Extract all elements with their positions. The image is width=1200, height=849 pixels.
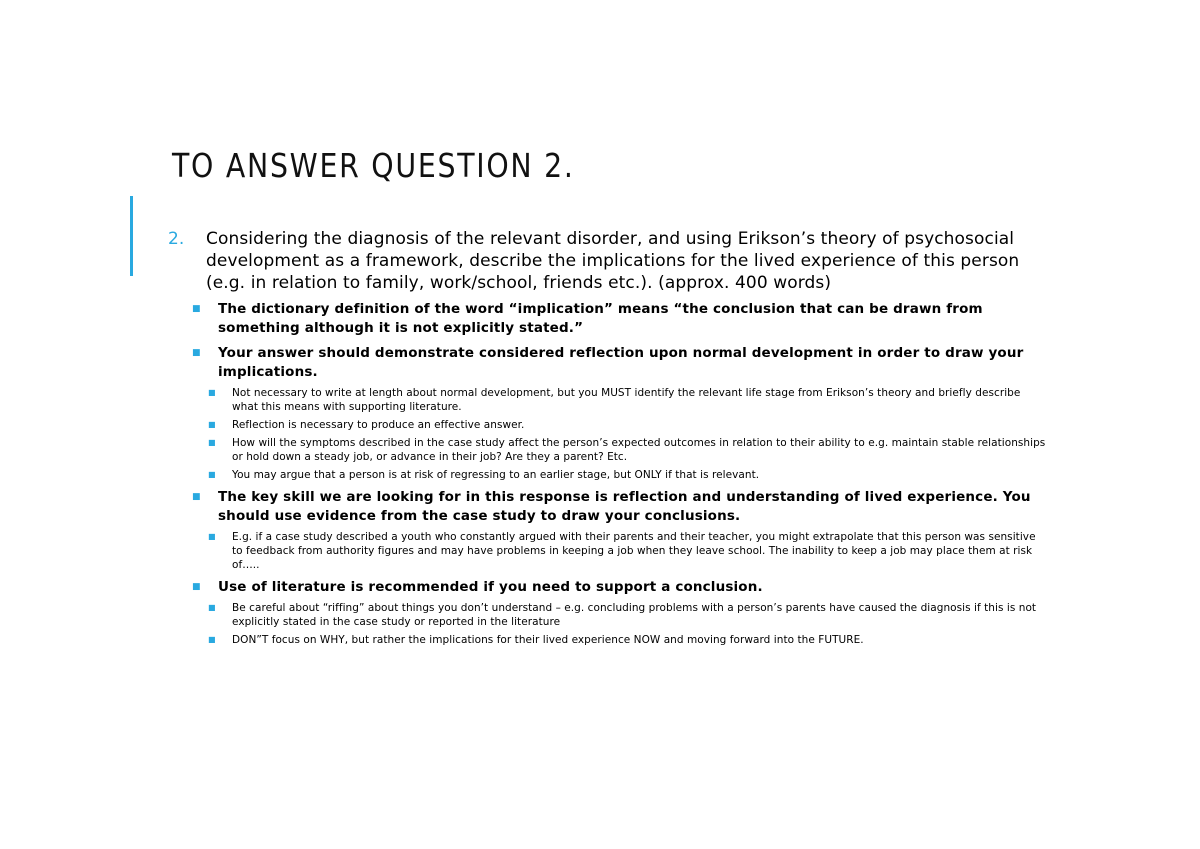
- square-bullet-icon: ■: [208, 603, 216, 612]
- square-bullet-icon: ■: [192, 582, 201, 592]
- sub-bullet-text: DON”T focus on WHY, but rather the implications for their lived experience NOW and moving forward into the FUTURE.: [232, 634, 864, 646]
- bullet-point: [192, 488, 1048, 526]
- bullet-point: [192, 578, 1048, 597]
- sub-bullet-text: Be careful about “riffing” about things you don’t understand – e.g. concluding problems with a person’s parents have caused the diagnosis if this is not explicitly stated in the case study or reported in the literature: [232, 602, 1037, 628]
- square-bullet-icon: ■: [192, 348, 201, 358]
- slide-title: TO ANSWER QUESTION 2.: [172, 146, 575, 185]
- square-bullet-icon: ■: [192, 304, 201, 314]
- slide-content: [168, 228, 1048, 647]
- square-bullet-icon: ■: [208, 470, 216, 479]
- bullet-text: The key skill we are looking for in this response is reflection and understanding of lived experience. You should use evidence from the case study to draw your conclusions.: [218, 489, 1031, 524]
- bullet-point: [192, 344, 1048, 382]
- bullet-text: Use of literature is recommended if you need to support a conclusion.: [218, 579, 763, 595]
- sub-bullet-point: [208, 418, 1048, 432]
- sub-bullet-point: [208, 386, 1048, 414]
- bullet-text: Your answer should demonstrate considered reflection upon normal development in order to draw your implications.: [218, 345, 1024, 380]
- sub-bullet-text: Not necessary to write at length about normal development, but you MUST identify the relevant life stage from Erikson’s theory and briefly describe what this means with supporting literature.: [232, 387, 1021, 413]
- square-bullet-icon: ■: [208, 438, 216, 447]
- accent-bar: [130, 196, 133, 276]
- sub-bullet-point: [208, 601, 1048, 629]
- question-number: 2.: [168, 229, 185, 249]
- sub-bullet-point: [208, 633, 1048, 647]
- square-bullet-icon: ■: [208, 635, 216, 644]
- sub-bullet-point: [208, 530, 1048, 572]
- square-bullet-icon: ■: [208, 420, 216, 429]
- sub-bullet-point: [208, 468, 1048, 482]
- square-bullet-icon: ■: [208, 532, 216, 541]
- bullet-text: The dictionary definition of the word “implication” means “the conclusion that can be drawn from something although it is not explicitly stated.”: [218, 301, 983, 336]
- question-text: Considering the diagnosis of the relevant disorder, and using Erikson’s theory of psychosocial development as a framework, describe the implications for the lived experience of this person (e.g. in relation to family, work/school, friends etc.). (approx. 400 words): [206, 229, 1020, 293]
- square-bullet-icon: ■: [208, 388, 216, 397]
- bullet-point: [192, 300, 1048, 338]
- question-item: [168, 228, 1048, 294]
- sub-bullet-text: Reflection is necessary to produce an effective answer.: [232, 419, 525, 431]
- sub-bullet-text: E.g. if a case study described a youth who constantly argued with their parents and their teacher, you might extrapolate that this person was sensitive to feedback from authority figures and may have problems in keeping a job when they leave school. The inability to keep a job may place them at risk of…..: [232, 531, 1036, 571]
- square-bullet-icon: ■: [192, 492, 201, 502]
- sub-bullet-text: You may argue that a person is at risk of regressing to an earlier stage, but ONLY if that is relevant.: [232, 469, 760, 481]
- sub-bullet-text: How will the symptoms described in the case study affect the person’s expected outcomes in relation to their ability to e.g. maintain stable relationships or hold down a steady job, or advance in their job? Are they a parent? Etc.: [232, 437, 1046, 463]
- sub-bullet-point: [208, 436, 1048, 464]
